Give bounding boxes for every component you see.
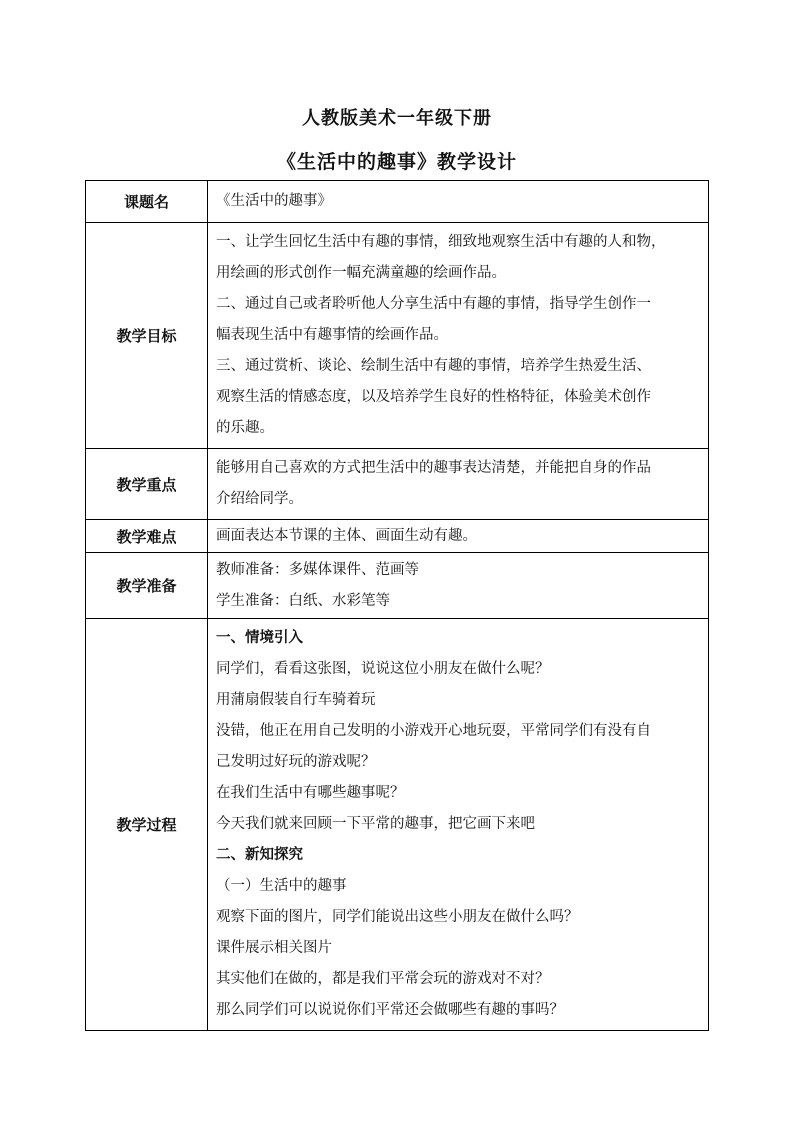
table-row-preparation (86, 553, 709, 619)
content-line: 用绘画的形式创作一幅充满童趣的绘画作品。 (216, 265, 506, 281)
content-line: 观察下面的图片，同学们能说出这些小朋友在做什么吗？ (216, 909, 579, 925)
row-content-topic (208, 181, 709, 223)
content-line: 三、通过赏析、谈论、绘制生活中有趣的事情，培养学生热爱生活、 (216, 358, 651, 374)
content-line: 《生活中的趣事》 (216, 193, 332, 209)
content-line: 没错，他正在用自己发明的小游戏开心地玩耍，平常同学们有没有自 (216, 723, 651, 739)
table-row-key-points (86, 449, 709, 520)
row-content-difficulties (208, 520, 709, 553)
lesson-plan-table (85, 180, 709, 1031)
row-label-process: 教学过程 (86, 619, 208, 1031)
content-line: 观察生活的情感态度，以及培养学生良好的性格特征，体验美术创作 (216, 389, 651, 405)
row-content-preparation (208, 553, 709, 619)
table-row-process (86, 619, 709, 1031)
content-line: 一、让学生回忆生活中有趣的事情，细致地观察生活中有趣的人和物， (216, 234, 666, 250)
content-line: 的乐趣。 (216, 420, 274, 436)
content-line: 其实他们在做的，都是我们平常会玩的游戏对不对？ (216, 971, 550, 987)
table-row-topic (86, 181, 709, 223)
content-line: 幅表现生活中有趣事情的绘画作品。 (216, 327, 448, 343)
section-heading: 一、情境引入 (216, 630, 303, 646)
row-label-objectives: 教学目标 (86, 223, 208, 449)
content-line: 二、通过自己或者聆听他人分享生活中有趣的事情，指导学生创作一 (216, 296, 651, 312)
row-content-objectives (208, 223, 709, 449)
document-subtitle: 《生活中的趣事》教学设计 (276, 151, 517, 173)
row-content-process (208, 619, 709, 1031)
content-line: 课件展示相关图片 (216, 940, 332, 956)
content-line: 今天我们就来回顾一下平常的趣事，把它画下来吧 (216, 816, 535, 832)
section-heading: 二、新知探究 (216, 847, 303, 863)
content-line: （一）生活中的趣事 (216, 878, 347, 894)
content-line: 学生准备：白纸、水彩笔等 (216, 592, 390, 609)
row-label-key-points: 教学重点 (86, 449, 208, 520)
row-content-key-points (208, 449, 709, 520)
row-label-difficulties: 教学难点 (86, 520, 208, 553)
content-line: 己发明过好玩的游戏呢？ (216, 754, 376, 770)
content-line: 教师准备：多媒体课件、范画等 (216, 561, 419, 578)
content-line: 那么同学们可以说说你们平常还会做哪些有趣的事吗？ (216, 1002, 564, 1018)
content-line: 画面表达本节课的主体、画面生动有趣。 (216, 527, 477, 544)
table-row-difficulties (86, 520, 709, 553)
content-line: 能够用自己喜欢的方式把生活中的趣事表达清楚，并能把自身的作品 (216, 460, 651, 476)
row-label-preparation: 教学准备 (86, 553, 208, 619)
content-line: 用蒲扇假装自行车骑着玩 (216, 692, 376, 708)
content-line: 在我们生活中有哪些趣事呢？ (216, 785, 405, 801)
content-line: 介绍给同学。 (216, 491, 303, 507)
row-label-topic: 课题名 (86, 181, 208, 223)
table-row-objectives (86, 223, 709, 449)
document-title: 人教版美术一年级下册 (302, 108, 492, 129)
content-line: 同学们，看看这张图，说说这位小朋友在做什么呢？ (216, 661, 550, 677)
